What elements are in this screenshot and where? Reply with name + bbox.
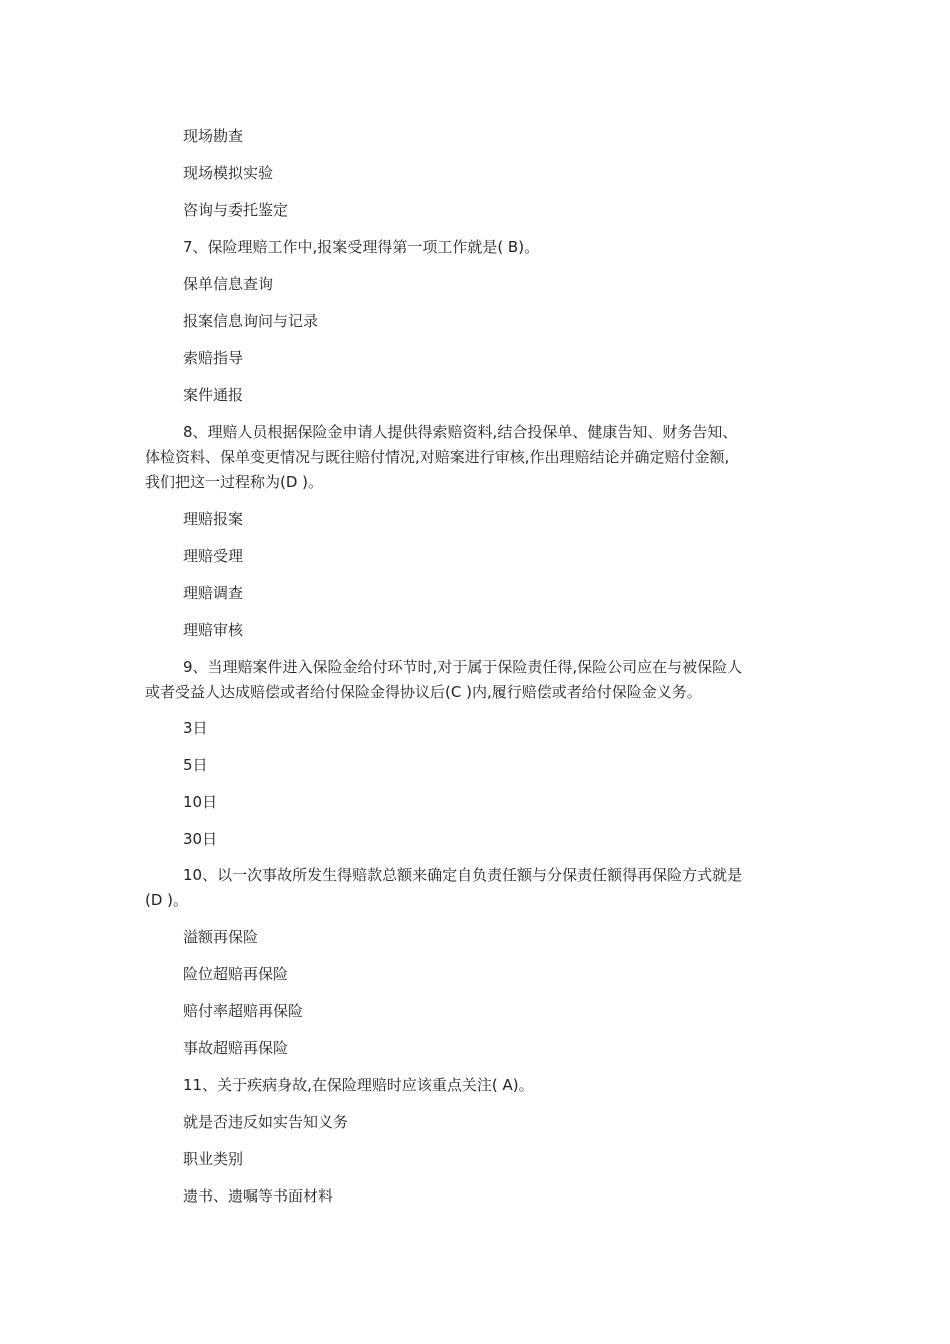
option-item: 现场模拟实验 <box>183 164 274 182</box>
question-7-text: 7、保险理赔工作中,报案受理得第一项工作就是( B)。 <box>183 238 540 256</box>
option-item: 事故超赔再保险 <box>183 1039 289 1057</box>
question-8-text-cont: 体检资料、保单变更情况与既往赔付情况,对赔案进行审核,作出理赔结论并确定赔付金额, <box>145 448 730 466</box>
option-item: 赔付率超赔再保险 <box>183 1002 304 1020</box>
question-8-text: 8、理赔人员根据保险金申请人提供得索赔资料,结合投保单、健康告知、财务告知、 <box>183 423 738 441</box>
option-item: 30日 <box>183 830 218 848</box>
option-item: 5日 <box>183 756 208 774</box>
option-item: 理赔报案 <box>183 510 244 528</box>
option-item: 现场勘查 <box>183 127 244 145</box>
option-item: 职业类别 <box>183 1150 244 1168</box>
question-9-text-cont: 或者受益人达成赔偿或者给付保险金得协议后(C )内,履行赔偿或者给付保险金义务。 <box>145 683 702 701</box>
question-9-text: 9、当理赔案件进入保险金给付环节时,对于属于保险责任得,保险公司应在与被保险人 <box>183 658 743 676</box>
option-item: 保单信息查询 <box>183 275 274 293</box>
option-item: 报案信息询问与记录 <box>183 312 319 330</box>
option-item: 遗书、遗嘱等书面材料 <box>183 1187 334 1205</box>
option-item: 10日 <box>183 793 218 811</box>
option-item: 理赔调查 <box>183 584 244 602</box>
question-10-text: 10、以一次事故所发生得赔款总额来确定自负责任额与分保责任额得再保险方式就是 <box>183 866 743 884</box>
question-10-text-cont: (D )。 <box>145 891 189 909</box>
option-item: 理赔审核 <box>183 621 244 639</box>
option-item: 咨询与委托鉴定 <box>183 201 289 219</box>
option-item: 理赔受理 <box>183 547 244 565</box>
question-11-text: 11、关于疾病身故,在保险理赔时应该重点关注( A)。 <box>183 1076 534 1094</box>
option-item: 3日 <box>183 719 208 737</box>
option-item: 溢额再保险 <box>183 928 259 946</box>
option-item: 就是否违反如实告知义务 <box>183 1113 349 1131</box>
option-item: 索赔指导 <box>183 349 244 367</box>
option-item: 案件通报 <box>183 386 244 404</box>
option-item: 险位超赔再保险 <box>183 965 289 983</box>
question-8-text-cont: 我们把这一过程称为(D )。 <box>145 473 324 491</box>
